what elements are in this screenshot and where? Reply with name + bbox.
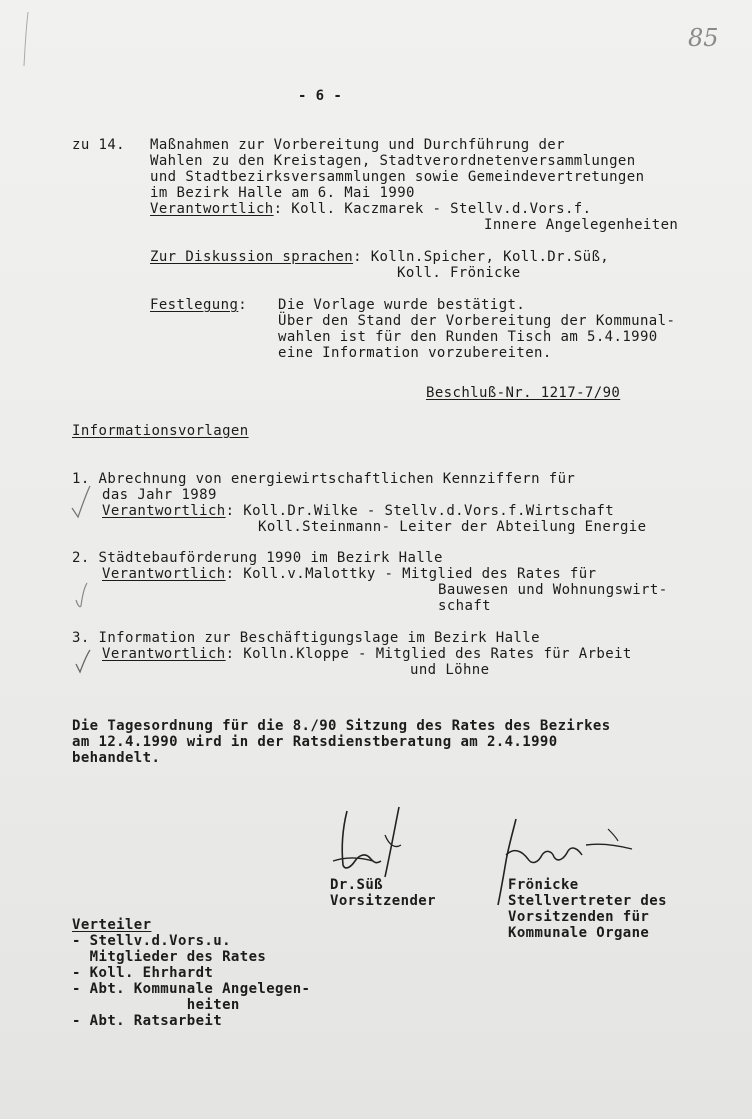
item-14-title-line-1: Maßnahmen zur Vorbereitung und Durchführung der bbox=[150, 137, 565, 153]
check-mark-2 bbox=[72, 580, 92, 610]
info-item-2-responsible-line-2: Bauwesen und Wohnungswirt- bbox=[438, 582, 668, 598]
responsible-label: Verantwortlich bbox=[150, 201, 274, 217]
item-14-responsible bbox=[150, 201, 591, 217]
info-heading: Informationsvorlagen bbox=[72, 423, 249, 439]
discussion-text: : Kolln.Spicher, Koll.Dr.Süß, bbox=[353, 249, 610, 265]
agenda-note-line-3: behandelt. bbox=[72, 750, 161, 766]
check-mark-3 bbox=[74, 648, 94, 678]
item-14-responsible-line-2: Innere Angelegenheiten bbox=[484, 217, 679, 233]
resolution-number: Beschluß-Nr. 1217-7/90 bbox=[426, 385, 621, 401]
signature-froenicke bbox=[490, 815, 640, 915]
archive-page-number: 85 bbox=[688, 24, 719, 52]
info-item-3-title: 3. Information zur Beschäftigungslage im Bezirk Halle bbox=[72, 630, 540, 646]
page-number: - 6 - bbox=[298, 88, 343, 104]
item-14-decision-line-4: eine Information vorzubereiten. bbox=[278, 345, 552, 361]
item-14-discussion-line-2: Koll. Frönicke bbox=[397, 265, 521, 281]
info-item-1-title: 1. Abrechnung von energiewirtschaftlichen Kennziffern für bbox=[72, 471, 576, 487]
item-14-decision-line-3: wahlen ist für den Runden Tisch am 5.4.1990 bbox=[278, 329, 658, 345]
item-14-decision-label: Festlegung: bbox=[150, 297, 248, 313]
distribution-heading: Verteiler bbox=[72, 917, 152, 933]
signatory-right-role-line-1: Stellvertreter des bbox=[508, 893, 667, 909]
info-item-2-title: 2. Städtebauförderung 1990 im Bezirk Halle bbox=[72, 550, 443, 566]
item-14-label: zu 14. bbox=[72, 137, 125, 153]
item-14-decision-line-2: Über den Stand der Vorbereitung der Kommunal- bbox=[278, 313, 676, 329]
agenda-note-line-2: am 12.4.1990 wird in der Ratsdienstberatung am 2.4.1990 bbox=[72, 734, 558, 750]
distribution-line-6: - Abt. Ratsarbeit bbox=[72, 1013, 223, 1029]
item-14-title-line-3: und Stadtbezirksversammlungen sowie Gemeindevertretungen bbox=[150, 169, 645, 185]
check-mark-1 bbox=[70, 484, 94, 520]
item-14-title-line-4: im Bezirk Halle am 6. Mai 1990 bbox=[150, 185, 415, 201]
item-14-decision-line-1: Die Vorlage wurde bestätigt. bbox=[278, 297, 526, 313]
info-item-1-title-line-2: das Jahr 1989 bbox=[102, 487, 217, 503]
distribution-line-2: Mitglieder des Rates bbox=[72, 949, 267, 965]
signatory-right-role-line-3: Kommunale Organe bbox=[508, 925, 650, 941]
distribution-line-5: heiten bbox=[72, 997, 240, 1013]
info-item-2-responsible: Verantwortlich: Koll.v.Malottky - Mitglied des Rates für bbox=[102, 566, 597, 582]
signatory-left-name: Dr.Süß bbox=[330, 877, 383, 893]
item-14-title-line-2: Wahlen zu den Kreistagen, Stadtverordnetenversammlungen bbox=[150, 153, 636, 169]
distribution-line-3: - Koll. Ehrhardt bbox=[72, 965, 214, 981]
info-item-2-responsible-line-3: schaft bbox=[438, 598, 491, 614]
agenda-note-line-1: Die Tagesordnung für die 8./90 Sitzung des Rates des Bezirkes bbox=[72, 718, 611, 734]
info-item-1-responsible-line-2: Koll.Steinmann- Leiter der Abteilung Energie bbox=[258, 519, 647, 535]
signatory-right-role-line-2: Vorsitzenden für bbox=[508, 909, 650, 925]
discussion-label: Zur Diskussion sprachen bbox=[150, 249, 354, 265]
info-item-3-responsible-line-2: und Löhne bbox=[410, 662, 490, 678]
info-item-1-responsible: Verantwortlich: Koll.Dr.Wilke - Stellv.d.Vors.f.Wirtschaft bbox=[102, 503, 615, 519]
responsible-text: : Koll. Kaczmarek - Stellv.d.Vors.f. bbox=[273, 201, 592, 217]
info-item-3-responsible: Verantwortlich: Kolln.Kloppe - Mitglied des Rates für Arbeit bbox=[102, 646, 632, 662]
item-14-discussion bbox=[150, 249, 609, 265]
signatory-right-name: Frönicke bbox=[508, 877, 579, 893]
distribution-line-1: - Stellv.d.Vors.u. bbox=[72, 933, 231, 949]
distribution-line-4: - Abt. Kommunale Angelegen- bbox=[72, 981, 311, 997]
signature-suess bbox=[325, 805, 415, 885]
margin-stroke bbox=[22, 10, 32, 70]
signatory-left-role: Vorsitzender bbox=[330, 893, 436, 909]
